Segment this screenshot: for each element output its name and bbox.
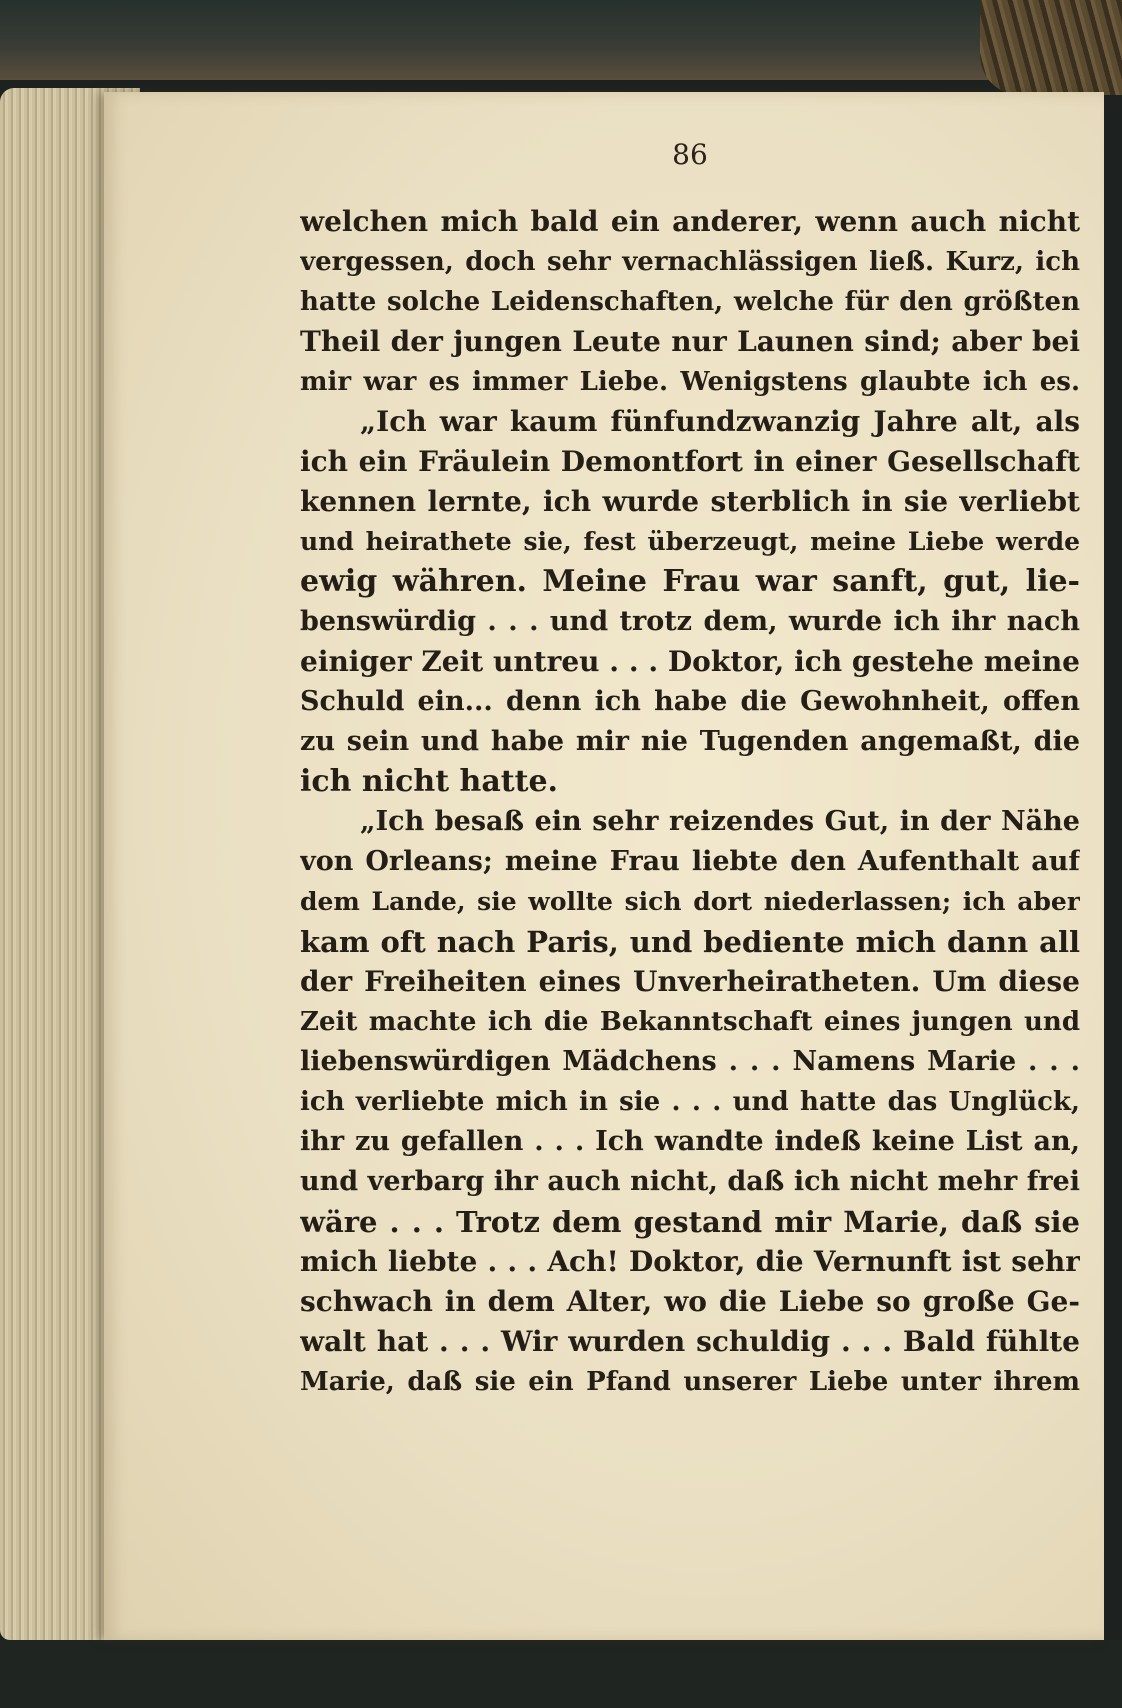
text-line: vergessen, doch sehr vernachlässigen ließ. Kurz, ich bbox=[300, 247, 1080, 277]
text-line: einiger Zeit untreu . . . Doktor, ich gestehe meine bbox=[300, 645, 1080, 678]
text-line: hatte solche Leidenschaften, welche für den größten bbox=[300, 287, 1080, 317]
text-line: kam oft nach Paris, und bediente mich dann all bbox=[300, 925, 1080, 959]
text-line: dem Lande, sie wollte sich dort niederlassen; ich aber bbox=[300, 887, 1080, 916]
text-line: walt hat . . . Wir wurden schuldig . . . Bald fühlte bbox=[300, 1325, 1080, 1358]
text-line: ich verliebte mich in sie . . . und hatte das Unglück, bbox=[300, 1087, 1080, 1117]
text-line: Zeit machte ich die Bekanntschaft eines jungen und bbox=[300, 1007, 1080, 1037]
text-line: welchen mich bald ein anderer, wenn auch nicht bbox=[300, 205, 1080, 238]
text-line: Theil der jungen Leute nur Launen sind; aber bei bbox=[300, 325, 1080, 358]
text-line: ich nicht hatte. bbox=[300, 764, 559, 799]
page-number: 86 bbox=[672, 138, 708, 171]
text-line: ewig währen. Meine Frau war sanft, gut, lie- bbox=[300, 564, 1080, 599]
text-line: „Ich besaß ein sehr reizendes Gut, in der Nähe bbox=[360, 806, 1080, 837]
text-line: zu sein und habe mir nie Tugenden angemaßt, die bbox=[300, 726, 1080, 757]
text-line: benswürdig . . . und trotz dem, wurde ich ihr nach bbox=[300, 606, 1080, 637]
text-line: wäre . . . Trotz dem gestand mir Marie, daß sie bbox=[300, 1205, 1080, 1239]
text-line: kennen lernte, ich wurde sterblich in sie verliebt bbox=[300, 485, 1080, 518]
text-line: schwach in dem Alter, wo die Liebe so große Ge- bbox=[300, 1285, 1080, 1318]
text-line: mir war es immer Liebe. Wenigstens glaubte ich es. bbox=[300, 367, 1080, 397]
text-line: ihr zu gefallen . . . Ich wandte indeß keine List an, bbox=[300, 1126, 1080, 1157]
text-line: „Ich war kaum fünfundzwanzig Jahre alt, als bbox=[360, 405, 1080, 438]
body-text bbox=[300, 0, 1080, 1708]
text-line: und heirathete sie, fest überzeugt, meine Liebe werde bbox=[300, 527, 1080, 556]
text-line: von Orleans; meine Frau liebte den Aufenthalt auf bbox=[300, 846, 1080, 877]
text-line: Schuld ein... denn ich habe die Gewohnheit, offen bbox=[300, 686, 1080, 717]
text-line: mich liebte . . . Ach! Doktor, die Vernunft ist sehr bbox=[300, 1245, 1080, 1278]
text-line: der Freiheiten eines Unverheiratheten. Um diese bbox=[300, 965, 1080, 998]
text-line: liebenswürdigen Mädchens . . . Namens Marie . . . bbox=[300, 1046, 1080, 1077]
text-line: Marie, daß sie ein Pfand unserer Liebe unter ihrem bbox=[300, 1367, 1080, 1397]
text-line: und verbarg ihr auch nicht, daß ich nicht mehr frei bbox=[300, 1166, 1080, 1197]
text-line: ich ein Fräulein Demontfort in einer Gesellschaft bbox=[300, 445, 1080, 478]
